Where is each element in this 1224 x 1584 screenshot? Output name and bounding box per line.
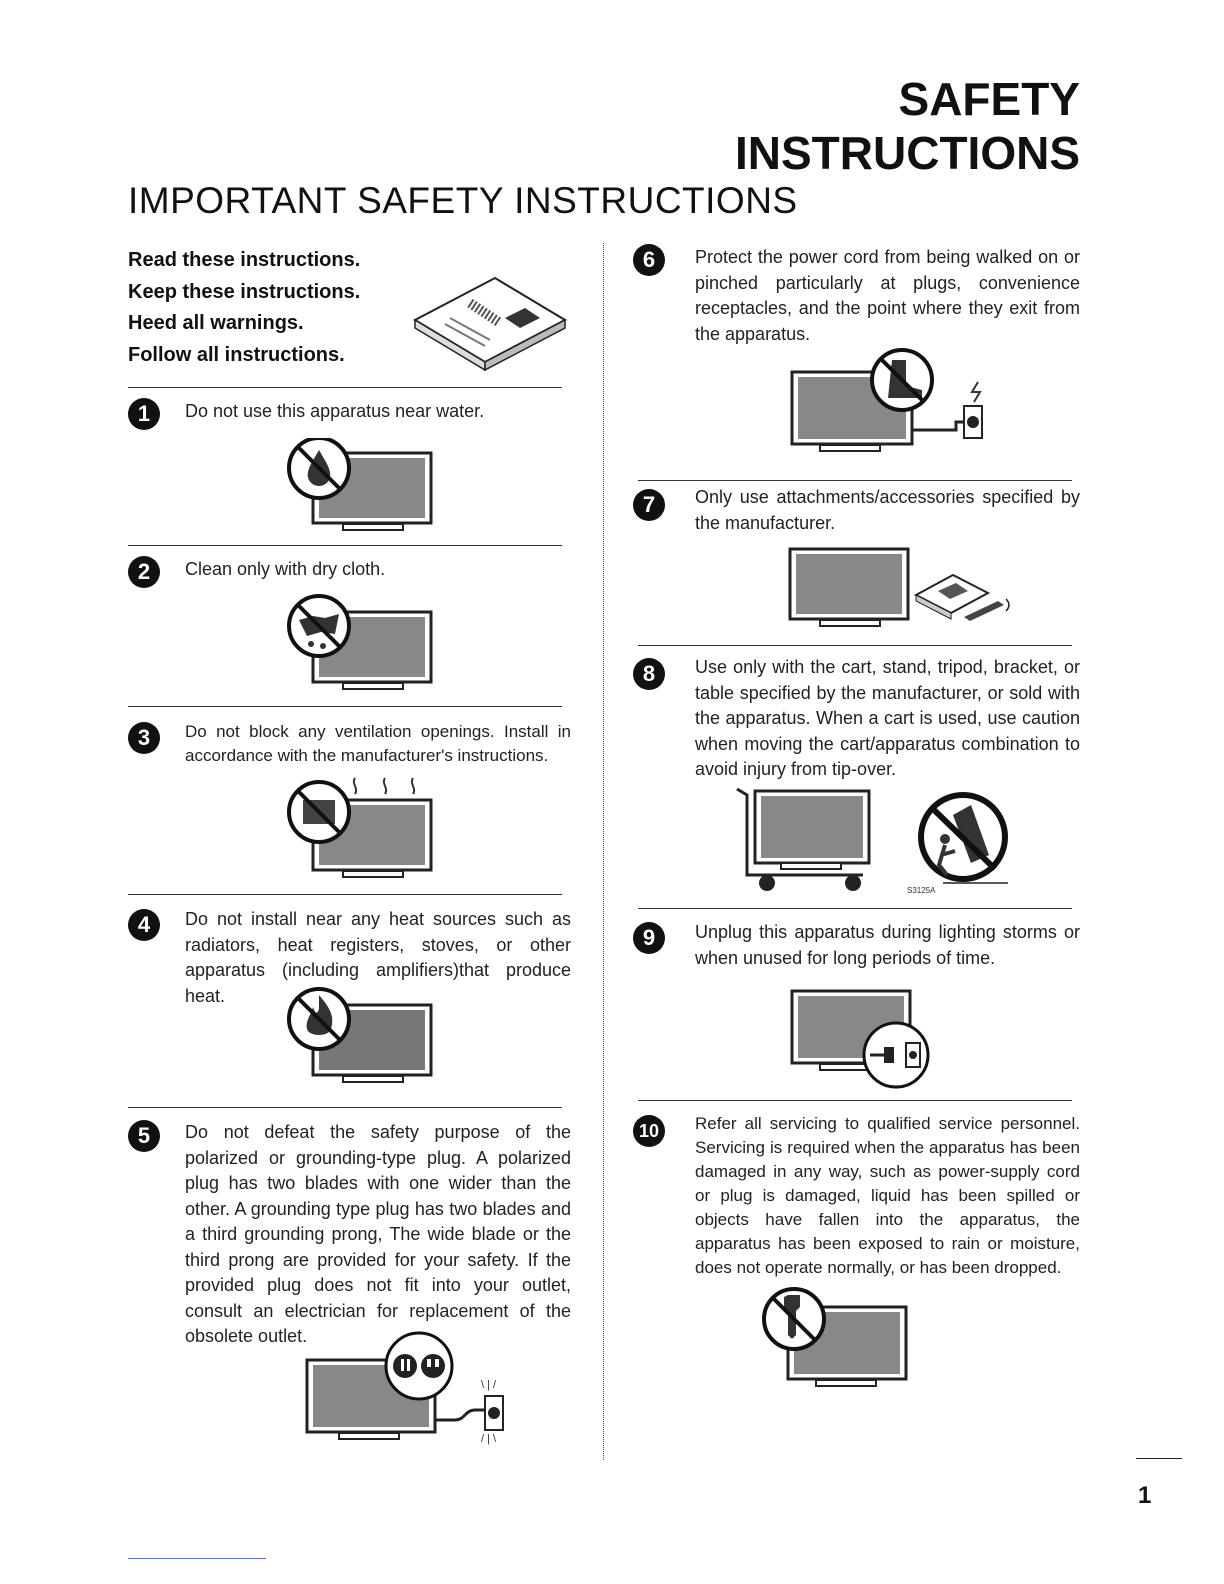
item-text: Do not install near any heat sources such as radiators, heat registers, stoves, or other apparatus (including amplifiers)that produce heat. <box>185 909 571 1006</box>
section-divider <box>128 706 562 707</box>
figure-code: S3125A <box>907 886 936 895</box>
item-text: Refer all servicing to qualified service personnel. Servicing is required when the apparatus has been damaged in any way, such as power-supply cord or plug is damaged, liquid has been spilled or objects have fallen into the apparatus, the apparatus has been exposed to rain or moisture, does not operate normally, or has been dropped. <box>695 1114 1080 1277</box>
section-divider <box>128 387 562 388</box>
item-text: Use only with the cart, stand, tripod, bracket, or table specified by the manufacturer, or sold with the apparatus. When a cart is used, use caution when moving the cart/apparatus combination to avoid injury from tip-over. <box>695 657 1080 779</box>
intro-list <box>128 245 360 371</box>
manual-book-icon <box>410 268 570 378</box>
column-divider <box>603 243 604 1460</box>
intro-line: Follow all instructions. <box>128 343 345 366</box>
blocked-ventilation-prohibited-icon <box>285 772 435 882</box>
svg-text:/ | \: / | \ <box>481 1433 497 1445</box>
intro-line: Read these instructions. <box>128 249 361 271</box>
item-number-badge: 2 <box>128 556 160 588</box>
item-text: Only use attachments/accessories specified by the manufacturer. <box>695 487 1080 533</box>
wrench-prohibited-icon <box>760 1285 910 1390</box>
item-number-badge: 7 <box>633 489 665 521</box>
section-divider <box>128 1107 562 1108</box>
item-number-badge: 4 <box>128 909 160 941</box>
section-divider <box>638 908 1072 909</box>
flame-prohibited-icon <box>285 985 435 1085</box>
item-number-badge: 9 <box>633 922 665 954</box>
intro-line: Keep these instructions. <box>128 280 361 303</box>
item-text: Unplug this apparatus during lighting storms or when unused for long periods of time. <box>695 922 1080 968</box>
page-number: 1 <box>1138 1482 1152 1509</box>
accessories-icon <box>788 545 1020 635</box>
section-divider <box>638 645 1072 646</box>
cart-tip-over-icon <box>733 785 1018 897</box>
page-header: SAFETY INSTRUCTIONS <box>735 73 1080 179</box>
item-number-badge: 3 <box>128 722 160 754</box>
unplug-icon <box>788 985 938 1090</box>
polarized-plug-icon <box>305 1330 515 1445</box>
item-number-badge: 6 <box>633 244 665 276</box>
item-text: Do not defeat the safety purpose of the polarized or grounding-type plug. A polarized plug has two blades with one wider than the other. A grounding type plug has two blades and a third grounding prong, The wide blade or the third prong are provided for your safety. If the provided plug does not fit into your outlet, consult an electrician for replacement of the obsolete outlet. <box>185 1122 571 1346</box>
section-divider <box>638 480 1072 481</box>
item-number-badge: 1 <box>128 398 160 430</box>
section-divider <box>638 1100 1072 1101</box>
item-text: Clean only with dry cloth. <box>185 559 386 579</box>
section-divider <box>128 894 562 895</box>
svg-text:\ | /: \ | / <box>481 1379 497 1391</box>
section-divider <box>128 545 562 546</box>
intro-line: Heed all warnings. <box>128 312 304 334</box>
page-number-rule <box>1136 1458 1182 1459</box>
item-number-badge: 5 <box>128 1120 160 1152</box>
water-drop-prohibited-icon <box>285 438 435 538</box>
section-title: IMPORTANT SAFETY INSTRUCTIONS <box>128 180 798 221</box>
item-text: Do not block any ventilation openings. Install in accordance with the manufacturer's instructions. <box>185 722 571 765</box>
footer-rule <box>128 1558 266 1559</box>
item-number-badge: 8 <box>633 658 665 690</box>
item-text: Do not use this apparatus near water. <box>185 401 485 421</box>
foot-on-cord-prohibited-icon <box>788 346 998 456</box>
wet-cloth-prohibited-icon <box>285 592 435 692</box>
item-text: Protect the power cord from being walked on or pinched particularly at plugs, convenience receptacles, and the point where they exit from the apparatus. <box>695 247 1080 344</box>
item-number-badge: 10 <box>633 1115 665 1147</box>
